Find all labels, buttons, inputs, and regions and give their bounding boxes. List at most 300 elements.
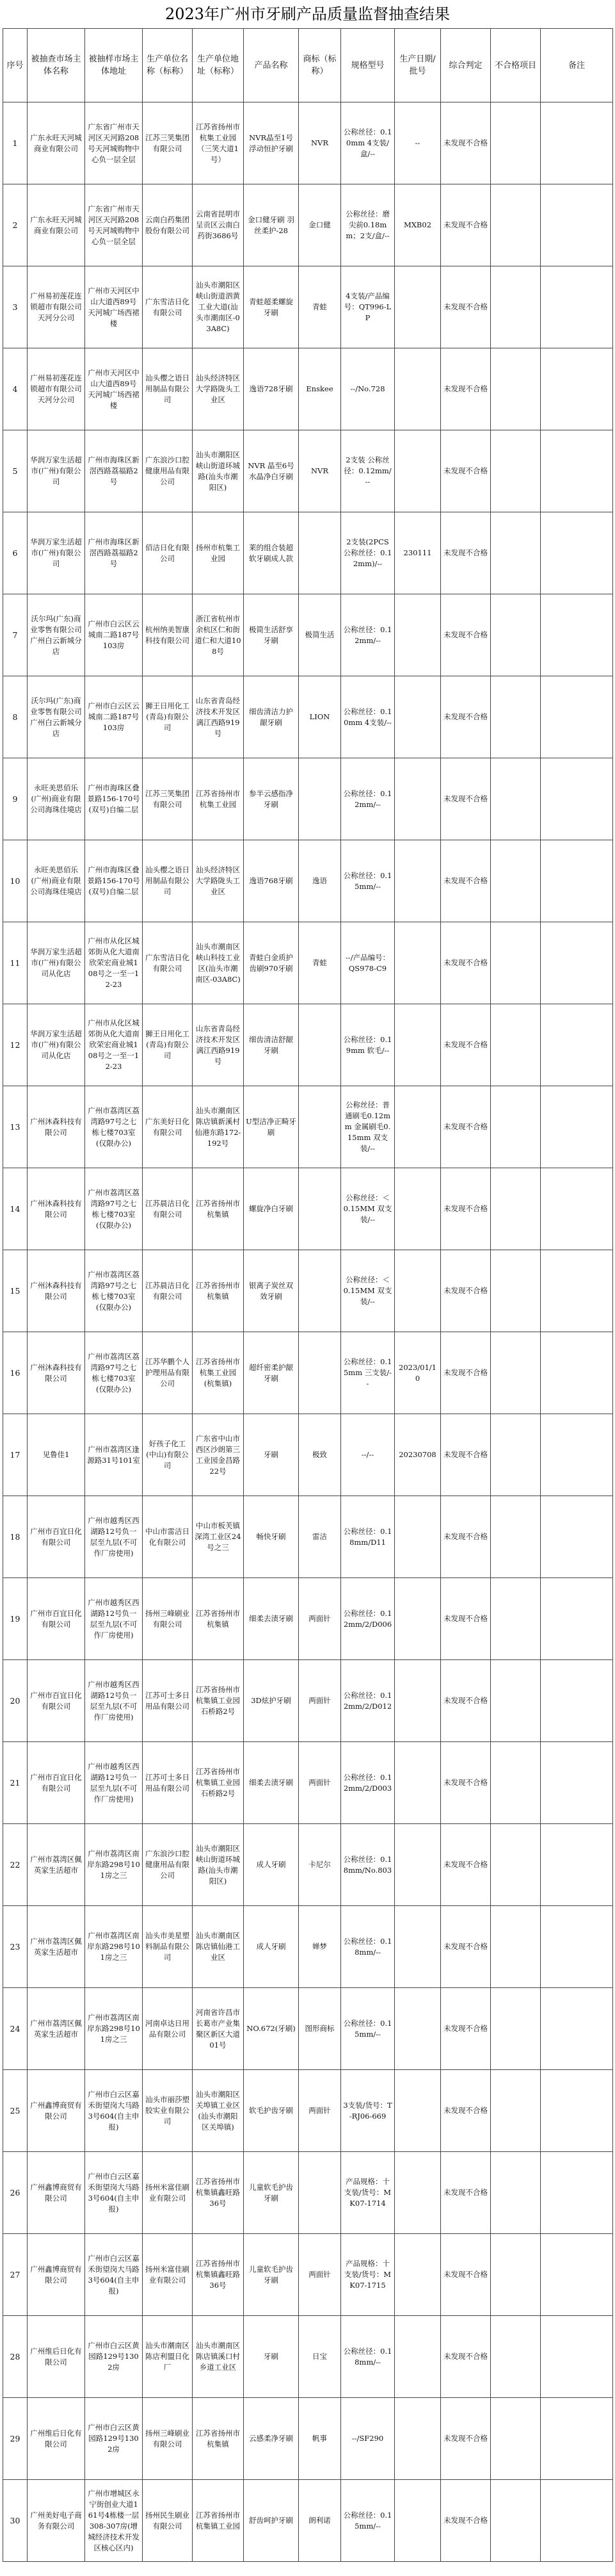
col-header-verdict: 综合判定: [441, 29, 491, 102]
cell-note: [541, 1332, 613, 1414]
cell-spec: 公称丝径：普通刷毛0.12mm 金属刷毛0.15mm 双支装/--: [341, 1086, 395, 1168]
cell-note: [541, 2398, 613, 2480]
cell-verdict: 未发现不合格: [441, 1250, 491, 1332]
cell-entity-address: 广州市天河区中山大道西89号天河城广场西裙楼: [85, 266, 143, 348]
cell-verdict: 未发现不合格: [441, 2480, 491, 2562]
col-header-entity-name: 被抽查市场主体名称: [28, 29, 85, 102]
col-header-maker-address: 生产单位地址（标称）: [193, 29, 244, 102]
cell-brand: [299, 1168, 341, 1250]
cell-failed-items: [491, 1578, 541, 1660]
table-row: [3, 1824, 613, 1906]
cell-verdict: 未发现不合格: [441, 922, 491, 1004]
cell-batch: [395, 1906, 441, 1988]
cell-failed-items: [491, 430, 541, 512]
cell-product-name: 金口健牙刷 羽丝柔护-28: [244, 184, 299, 266]
table-row: [3, 512, 613, 594]
cell-failed-items: [491, 922, 541, 1004]
cell-verdict: 未发现不合格: [441, 1906, 491, 1988]
cell-entity-name: 广东永旺天河城商业有限公司: [28, 102, 85, 184]
cell-maker-name: 江苏华鹏个人护理用品有限公司: [143, 1332, 193, 1414]
cell-product-name: 青蛙白金质护齿刷970牙刷: [244, 922, 299, 1004]
cell-batch: [395, 594, 441, 676]
document-title: 2023年广州市牙刷产品质量监督抽查结果: [164, 5, 451, 23]
cell-failed-items: [491, 1250, 541, 1332]
table-row: [3, 594, 613, 676]
cell-entity-name: 广州维后日化有限公司: [28, 2316, 85, 2398]
cell-entity-address: 广州市海珠区新滘西路荔福路2号: [85, 512, 143, 594]
cell-entity-address: 广州市增城区永宁街创业大道161号4栋楼一层308-307房(增城经济技术开发区核心区内): [85, 2480, 143, 2562]
cell-maker-address: 中山市板芙镇深湾工业区24号之三: [193, 1496, 244, 1578]
cell-entity-name: 广州市荔湾区佩英家生活超市: [28, 1824, 85, 1906]
cell-spec: 公称丝径：0.18mm/No.803: [341, 1824, 395, 1906]
table-row: [3, 840, 613, 922]
table-row: [3, 1988, 613, 2070]
cell-maker-name: 江苏晨洁日化有限公司: [143, 1250, 193, 1332]
table-row: [3, 1906, 613, 1988]
cell-maker-name: 汕头市潮南区陈店利盟日化厂: [143, 2316, 193, 2398]
cell-maker-address: 江苏省扬州市杭集工业园(杭集镇): [193, 1332, 244, 1414]
cell-entity-name: 永旺美思佰乐(广州)商业有限公司海珠佳境店: [28, 758, 85, 840]
cell-verdict: 未发现不合格: [441, 1742, 491, 1824]
cell-product-name: 细齿清洁力护龈牙刷: [244, 676, 299, 758]
cell-entity-name: 广州鑫博商贸有限公司: [28, 2070, 85, 2152]
cell-brand: 金口健: [299, 184, 341, 266]
table-body: [3, 102, 613, 2562]
cell-failed-items: [491, 2234, 541, 2316]
cell-maker-address: 汕头市潮阳区关埠镇工业区(汕头市潮阳区关埠镇): [193, 2070, 244, 2152]
cell-maker-address: 汕头市潮阳区峡山街道泗黄工业大道(汕头市潮南区-03A8C): [193, 266, 244, 348]
cell-entity-address: 广州市天河区中山大道西89号天河城广场西裙楼: [85, 348, 143, 430]
cell-maker-address: 汕头市潮阳区峡山街道环城路(汕头市潮阳区): [193, 430, 244, 512]
cell-maker-name: 扬州民生刷业有限公司: [143, 2480, 193, 2562]
cell-maker-name: 杭州纳美智康科技有限公司: [143, 594, 193, 676]
cell-spec: 公称丝径：0.18mm/--: [341, 1906, 395, 1988]
cell-index: 7: [3, 594, 28, 676]
table-row: [3, 2152, 613, 2234]
cell-note: [541, 2234, 613, 2316]
table-row: [3, 676, 613, 758]
table-row: [3, 1250, 613, 1332]
table-row: [3, 1496, 613, 1578]
cell-batch: [395, 2152, 441, 2234]
table-row: [3, 184, 613, 266]
cell-batch: [395, 1742, 441, 1824]
cell-index: 27: [3, 2234, 28, 2316]
cell-maker-address: 江苏省扬州市杭集工业园（三笑大道1号）: [193, 102, 244, 184]
cell-index: 23: [3, 1906, 28, 1988]
col-header-spec: 规格型号: [341, 29, 395, 102]
cell-brand: 婵梦: [299, 1906, 341, 1988]
col-header-index: 序号: [3, 29, 28, 102]
cell-spec: --/产品编号：QS978-C9: [341, 922, 395, 1004]
cell-entity-address: 广州市白云区云城南二路187号103房: [85, 594, 143, 676]
cell-brand: 青蛙: [299, 922, 341, 1004]
cell-spec: 公称丝径：0.15mm 三支装/--: [341, 1332, 395, 1414]
table-row: [3, 2480, 613, 2562]
cell-brand: 极致: [299, 1414, 341, 1496]
cell-product-name: 极简生活舒享牙刷: [244, 594, 299, 676]
cell-batch: [395, 1660, 441, 1742]
cell-maker-name: 江苏可士多日用品有限公司: [143, 1660, 193, 1742]
cell-batch: [395, 758, 441, 840]
cell-product-name: NO.672(牙刷): [244, 1988, 299, 2070]
cell-product-name: NVR晶至1号浮动恒护牙刷: [244, 102, 299, 184]
cell-index: 16: [3, 1332, 28, 1414]
cell-spec: 公称丝径：0.12mm/2/D006: [341, 1578, 395, 1660]
cell-note: [541, 430, 613, 512]
cell-maker-name: 广东浪沙口腔健康用品有限公司: [143, 1824, 193, 1906]
cell-maker-address: 汕头经济特区大学路陇头工业区: [193, 840, 244, 922]
cell-verdict: 未发现不合格: [441, 594, 491, 676]
cell-product-name: 3D炫护牙刷: [244, 1660, 299, 1742]
cell-failed-items: [491, 840, 541, 922]
cell-note: [541, 1086, 613, 1168]
cell-note: [541, 676, 613, 758]
cell-spec: --/SF290: [341, 2398, 395, 2480]
table-row: [3, 1660, 613, 1742]
cell-brand: 雷洁: [299, 1496, 341, 1578]
cell-entity-name: 广州沐森科技有限公司: [28, 1086, 85, 1168]
cell-maker-name: 扬州三峰刷业有限公司: [143, 2398, 193, 2480]
cell-index: 8: [3, 676, 28, 758]
cell-index: 12: [3, 1004, 28, 1086]
cell-failed-items: [491, 2398, 541, 2480]
cell-note: [541, 184, 613, 266]
cell-maker-address: 江苏省扬州市杭集镇工业园石桥路2号: [193, 1660, 244, 1742]
cell-batch: [395, 1168, 441, 1250]
cell-brand: NVR: [299, 430, 341, 512]
cell-maker-address: 扬州市杭集工业园: [193, 512, 244, 594]
cell-entity-address: 广州市白云区嘉禾街望岗大马路3号604(自主申报): [85, 2234, 143, 2316]
cell-index: 14: [3, 1168, 28, 1250]
cell-maker-name: 江苏可士多日用品有限公司: [143, 1742, 193, 1824]
cell-product-name: 成人牙刷: [244, 1906, 299, 1988]
cell-entity-name: 永旺美思佰乐(广州)商业有限公司海珠佳境店: [28, 840, 85, 922]
cell-verdict: 未发现不合格: [441, 1086, 491, 1168]
cell-brand: Enskee: [299, 348, 341, 430]
cell-maker-name: 云南白药集团股份有限公司: [143, 184, 193, 266]
cell-verdict: 未发现不合格: [441, 512, 491, 594]
cell-maker-address: 汕头市潮南区峡山科技工业区(汕头市潮南区-03A8C): [193, 922, 244, 1004]
cell-maker-address: 江苏省扬州市杭集镇鑫旺路36号: [193, 2152, 244, 2234]
cell-index: 24: [3, 1988, 28, 2070]
cell-maker-name: 江苏三笑集团有限公司: [143, 102, 193, 184]
cell-failed-items: [491, 1660, 541, 1742]
cell-product-name: 逸语768牙刷: [244, 840, 299, 922]
cell-entity-address: 广州市越秀区西湖路12号负一层至九层(不可作厂房使用): [85, 1496, 143, 1578]
cell-batch: [395, 430, 441, 512]
cell-product-name: 畅快牙刷: [244, 1496, 299, 1578]
table-row: [3, 2398, 613, 2480]
cell-entity-address: 广东省广州市天河区天河路208号天河城购物中心负一层全层: [85, 102, 143, 184]
cell-entity-name: 沃尔玛(广东)商业零售有限公司广州白云新城分店: [28, 594, 85, 676]
cell-entity-name: 华润万家生活超市(广州)有限公司从化店: [28, 1004, 85, 1086]
cell-brand: 两面针: [299, 1660, 341, 1742]
cell-spec: 公称丝径：0.12mm/2/D003: [341, 1742, 395, 1824]
cell-spec: 2支装 公称丝径：0.12mm/--: [341, 430, 395, 512]
cell-spec: 公称丝径：0.15mm/--: [341, 2480, 395, 2562]
cell-entity-address: 广州市荔湾区荔湾路97号之七栋七楼703室(仅限办公): [85, 1086, 143, 1168]
cell-spec: --/--: [341, 1414, 395, 1496]
cell-maker-name: 汕头市美星塑料制品有限公司: [143, 1906, 193, 1988]
cell-maker-address: 汕头市潮南区陈店镇仙港工业区: [193, 1906, 244, 1988]
results-table: [3, 28, 613, 2562]
cell-entity-address: 广州市白云区黄园路129号1302房: [85, 2316, 143, 2398]
cell-entity-name: 广东永旺天河城商业有限公司: [28, 184, 85, 266]
cell-maker-name: 汕头樱之语日用制品有限公司: [143, 840, 193, 922]
cell-brand: 朗利诺: [299, 2480, 341, 2562]
cell-spec: 公称丝径：0.18mm/--: [341, 2316, 395, 2398]
col-header-entity-address: 被抽样市场主体地址: [85, 29, 143, 102]
cell-spec: 公称丝径：0.12mm/--: [341, 594, 395, 676]
cell-product-name: 牙刷: [244, 1414, 299, 1496]
cell-index: 13: [3, 1086, 28, 1168]
cell-batch: [395, 1496, 441, 1578]
cell-maker-name: 扬州三峰刷业有限公司: [143, 1578, 193, 1660]
cell-index: 25: [3, 2070, 28, 2152]
cell-entity-address: 广州市从化区城郊街从化大道南欣荣宏商业城108号之一至一12-23: [85, 1004, 143, 1086]
cell-spec: 公称丝径：＜0.15MM 双支装/--: [341, 1168, 395, 1250]
cell-failed-items: [491, 594, 541, 676]
cell-spec: 公称丝径：0.15mm/--: [341, 1988, 395, 2070]
col-header-brand: 商标（标称）: [299, 29, 341, 102]
table-row: [3, 1742, 613, 1824]
cell-batch: [395, 1004, 441, 1086]
cell-entity-address: 广州市白云区云城南二路187号103房: [85, 676, 143, 758]
cell-batch: --: [395, 102, 441, 184]
cell-spec: 公称丝径：0.18mm/D11: [341, 1496, 395, 1578]
cell-product-name: U型洁净正畸牙刷: [244, 1086, 299, 1168]
cell-entity-name: 华润万家生活超市(广州)有限公司从化店: [28, 922, 85, 1004]
cell-brand: 逸语: [299, 840, 341, 922]
cell-batch: [395, 2070, 441, 2152]
cell-note: [541, 2480, 613, 2562]
cell-product-name: NVR 晶至6号水晶净白牙刷: [244, 430, 299, 512]
cell-entity-name: 广州美好电子商务有限公司: [28, 2480, 85, 2562]
cell-brand: 两面针: [299, 2070, 341, 2152]
cell-verdict: 未发现不合格: [441, 1004, 491, 1086]
cell-maker-name: 广东浪沙口腔健康用品有限公司: [143, 430, 193, 512]
table-row: [3, 1332, 613, 1414]
cell-maker-address: 江苏省扬州市杭集镇: [193, 1168, 244, 1250]
cell-note: [541, 1660, 613, 1742]
cell-note: [541, 1824, 613, 1906]
cell-maker-address: 山东省青岛经济技术开发区漓江西路919号: [193, 1004, 244, 1086]
cell-verdict: 未发现不合格: [441, 840, 491, 922]
cell-verdict: 未发现不合格: [441, 1578, 491, 1660]
cell-batch: 230111: [395, 512, 441, 594]
cell-note: [541, 2316, 613, 2398]
cell-entity-address: 广州市荔湾区荔湾路97号之七栋七楼703室(仅限办公): [85, 1250, 143, 1332]
cell-maker-address: 汕头市潮南区陈店镇新溪村仙港东路172-192号: [193, 1086, 244, 1168]
cell-note: [541, 512, 613, 594]
table-row: [3, 266, 613, 348]
cell-maker-address: 浙江省杭州市余杭区仁和街道仁和大道108号: [193, 594, 244, 676]
cell-entity-address: 广州市白云区嘉禾街望岗大马路3号604(自主申报): [85, 2152, 143, 2234]
cell-maker-name: 河南卓达日用品有限公司: [143, 1988, 193, 2070]
cell-entity-name: 华润万家生活超市(广州)有限公司: [28, 430, 85, 512]
cell-brand: 图形商标: [299, 1988, 341, 2070]
cell-entity-name: 见鲁佳1: [28, 1414, 85, 1496]
cell-entity-name: 广州市百宜日化有限公司: [28, 1660, 85, 1742]
cell-brand: 帆事: [299, 2398, 341, 2480]
cell-spec: 公称丝径：0.15mm/--: [341, 840, 395, 922]
cell-entity-address: 广州市荔湾区荔湾路97号之七栋七楼703室(仅限办公): [85, 1332, 143, 1414]
cell-brand: 日宝: [299, 2316, 341, 2398]
cell-brand: 卡尼尔: [299, 1824, 341, 1906]
cell-spec: 公称丝径：＜0.15MM 双支装/--: [341, 1250, 395, 1332]
cell-index: 30: [3, 2480, 28, 2562]
cell-spec: 4支装/产品编号：QT996-LP: [341, 266, 395, 348]
cell-product-name: 细柔去渍牙刷: [244, 1742, 299, 1824]
table-row: [3, 430, 613, 512]
cell-maker-name: 汕头市丽莎塑胶实业有限公司: [143, 2070, 193, 2152]
table-row: [3, 1414, 613, 1496]
cell-batch: [395, 348, 441, 430]
cell-maker-name: 好孩子化工(中山)有限公司: [143, 1414, 193, 1496]
cell-spec: 公称丝径：0.19mm 软毛/--: [341, 1004, 395, 1086]
cell-maker-name: 狮王日用化工(青岛)有限公司: [143, 1004, 193, 1086]
cell-failed-items: [491, 2316, 541, 2398]
cell-failed-items: [491, 1906, 541, 1988]
col-header-product-name: 产品名称: [244, 29, 299, 102]
table-row: [3, 1578, 613, 1660]
cell-verdict: 未发现不合格: [441, 2152, 491, 2234]
cell-product-name: 软毛护齿牙刷: [244, 2070, 299, 2152]
header-row: [3, 29, 613, 102]
cell-index: 11: [3, 922, 28, 1004]
cell-verdict: 未发现不合格: [441, 430, 491, 512]
cell-product-name: 银离子炭丝双效牙刷: [244, 1250, 299, 1332]
table-row: [3, 1086, 613, 1168]
cell-batch: [395, 1250, 441, 1332]
cell-maker-address: 江苏省扬州市杭集镇工业园: [193, 2480, 244, 2562]
cell-maker-address: 江苏省扬州市杭集工业园: [193, 758, 244, 840]
cell-batch: [395, 1086, 441, 1168]
cell-note: [541, 1250, 613, 1332]
cell-index: 3: [3, 266, 28, 348]
cell-entity-address: 广州市白云区嘉禾街望岗大马路3号604(自主申报): [85, 2070, 143, 2152]
cell-note: [541, 1742, 613, 1824]
cell-index: 20: [3, 1660, 28, 1742]
col-header-note: 备注: [541, 29, 613, 102]
cell-note: [541, 922, 613, 1004]
cell-verdict: 未发现不合格: [441, 758, 491, 840]
cell-index: 22: [3, 1824, 28, 1906]
cell-entity-address: 广东省广州市天河区天河路208号天河城购物中心负一层全层: [85, 184, 143, 266]
cell-batch: [395, 266, 441, 348]
cell-batch: [395, 2398, 441, 2480]
cell-failed-items: [491, 676, 541, 758]
cell-index: 15: [3, 1250, 28, 1332]
cell-entity-name: 广州沐森科技有限公司: [28, 1250, 85, 1332]
cell-batch: [395, 922, 441, 1004]
cell-index: 26: [3, 2152, 28, 2234]
cell-brand: 两面针: [299, 1742, 341, 1824]
table-row: [3, 2316, 613, 2398]
cell-failed-items: [491, 2152, 541, 2234]
cell-brand: 青蛙: [299, 266, 341, 348]
table-row: [3, 1168, 613, 1250]
cell-spec: 公称丝径：0.12mm/2/D012: [341, 1660, 395, 1742]
cell-batch: [395, 2480, 441, 2562]
cell-brand: NVR: [299, 102, 341, 184]
cell-failed-items: [491, 266, 541, 348]
table-row: [3, 758, 613, 840]
cell-entity-address: 广州市荔湾区南岸东路298号101房之三: [85, 1824, 143, 1906]
col-header-batch: 生产日期/批号: [395, 29, 441, 102]
table-row: [3, 2070, 613, 2152]
cell-brand: LION: [299, 676, 341, 758]
cell-brand: 极简生活: [299, 594, 341, 676]
cell-entity-address: 广州市从化区城郊街从化大道南欣荣宏商业城108号之一至一12-23: [85, 922, 143, 1004]
cell-entity-name: 广州鑫博商贸有限公司: [28, 2152, 85, 2234]
cell-failed-items: [491, 1988, 541, 2070]
table-row: [3, 348, 613, 430]
cell-brand: [299, 512, 341, 594]
table-row: [3, 922, 613, 1004]
cell-entity-name: 广州市荔湾区佩英家生活超市: [28, 1906, 85, 1988]
cell-batch: [395, 840, 441, 922]
cell-maker-address: 江苏省扬州市杭集镇: [193, 2398, 244, 2480]
cell-entity-name: 广州鑫博商贸有限公司: [28, 2234, 85, 2316]
cell-note: [541, 102, 613, 184]
cell-entity-name: 广州市百宜日化有限公司: [28, 1742, 85, 1824]
cell-brand: 两面针: [299, 1578, 341, 1660]
cell-verdict: 未发现不合格: [441, 348, 491, 430]
cell-batch: [395, 2316, 441, 2398]
cell-maker-name: 扬州米富佳刷业有限公司: [143, 2152, 193, 2234]
cell-maker-name: 江苏三笑集团有限公司: [143, 758, 193, 840]
cell-batch: [395, 1988, 441, 2070]
cell-index: 1: [3, 102, 28, 184]
cell-index: 19: [3, 1578, 28, 1660]
cell-verdict: 未发现不合格: [441, 102, 491, 184]
cell-spec: 3支装/货号：T-RJ06-669: [341, 2070, 395, 2152]
cell-product-name: 儿童软毛护齿牙刷: [244, 2234, 299, 2316]
cell-entity-address: 广州市荔湾区逢源路31号101室: [85, 1414, 143, 1496]
cell-maker-name: 狮王日用化工(青岛)有限公司: [143, 676, 193, 758]
cell-note: [541, 266, 613, 348]
cell-maker-address: 云南省昆明市呈贡区云南白药街3686号: [193, 184, 244, 266]
cell-note: [541, 840, 613, 922]
cell-entity-name: 广州沐森科技有限公司: [28, 1332, 85, 1414]
cell-failed-items: [491, 2480, 541, 2562]
cell-failed-items: [491, 184, 541, 266]
cell-entity-address: 广州市越秀区西湖路12号负一层至九层(不可作厂房使用): [85, 1578, 143, 1660]
cell-maker-address: 汕头市潮阳区峡山街道环城路(汕头市潮阳区): [193, 1824, 244, 1906]
cell-note: [541, 1496, 613, 1578]
table-row: [3, 2234, 613, 2316]
cell-spec: 公称丝径：0.12mm/--: [341, 758, 395, 840]
cell-product-name: 超纤密柔护龈牙刷: [244, 1332, 299, 1414]
cell-maker-address: 江苏省扬州市杭集镇: [193, 1578, 244, 1660]
cell-brand: [299, 1332, 341, 1414]
cell-entity-name: 广州市荔湾区佩英家生活超市: [28, 1988, 85, 2070]
cell-index: 9: [3, 758, 28, 840]
cell-verdict: 未发现不合格: [441, 2070, 491, 2152]
cell-failed-items: [491, 1004, 541, 1086]
cell-maker-address: 汕头市潮南区陈店镇溪口村乡道工业区: [193, 2316, 244, 2398]
cell-note: [541, 594, 613, 676]
cell-entity-name: 广州易初莲花连锁超市有限公司天河分公司: [28, 348, 85, 430]
cell-batch: 2023/01/10: [395, 1332, 441, 1414]
cell-maker-name: 广东雪洁日化有限公司: [143, 922, 193, 1004]
cell-index: 28: [3, 2316, 28, 2398]
cell-failed-items: [491, 348, 541, 430]
cell-failed-items: [491, 1496, 541, 1578]
cell-entity-name: 华润万家生活超市(广州)有限公司: [28, 512, 85, 594]
